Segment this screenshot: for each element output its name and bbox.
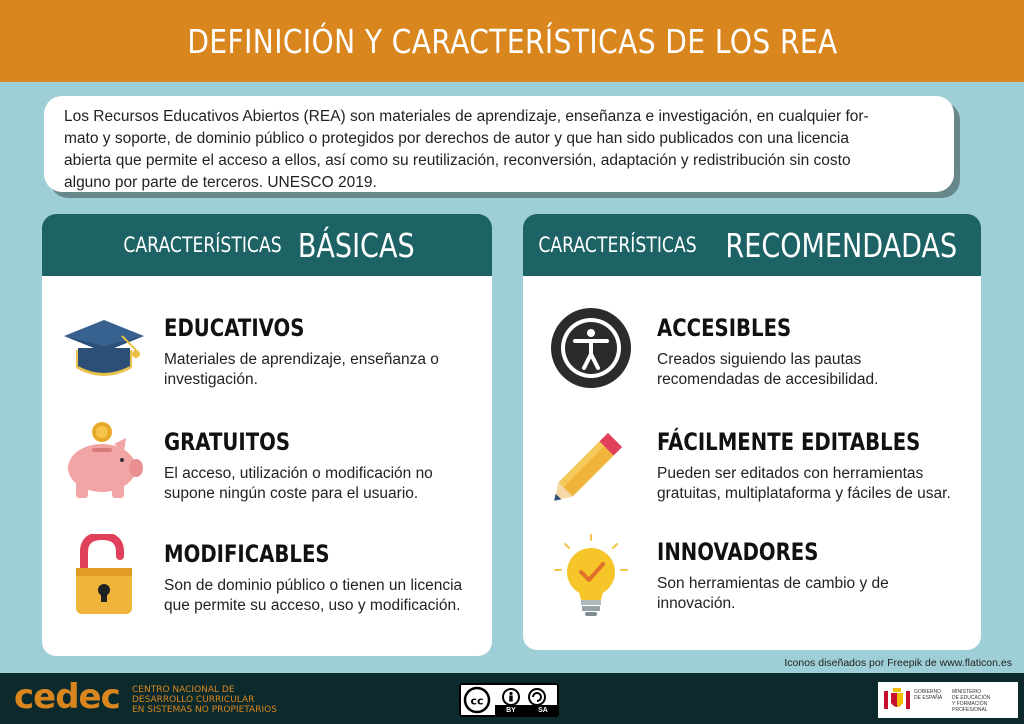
intro-line: Los Recursos Educativos Abiertos (REA) son materiales de aprendizaje, enseñanza e investigación, en cualquier for- bbox=[64, 108, 869, 125]
icon-credit: Iconos diseñados por Freepik de www.flaticon.es bbox=[784, 657, 1012, 669]
item-description bbox=[657, 574, 977, 614]
item-title: GRATUITOS bbox=[164, 428, 291, 456]
svg-text:cc: cc bbox=[470, 694, 484, 708]
basic-characteristics-card bbox=[42, 214, 492, 656]
item-description bbox=[657, 464, 981, 504]
spain-coat-of-arms-icon bbox=[882, 685, 912, 715]
intro-line: abierta que permite el acceso a ellos, así como su reutilización, reconversión, adaptación y redistribución sin costo bbox=[64, 152, 851, 169]
ministry-label bbox=[952, 689, 1018, 713]
item-description-line: investigación. bbox=[164, 371, 258, 388]
ministry-label-line: MINISTERIO bbox=[952, 689, 982, 695]
cc-license-label bbox=[495, 705, 559, 715]
cedec-subtitle-line: EN SISTEMAS NO PROPIETARIOS bbox=[132, 705, 277, 715]
cedec-subtitle bbox=[132, 685, 277, 715]
recommended-characteristics-card bbox=[523, 214, 981, 650]
intro-line: alguno por parte de terceros. UNESCO 2019. bbox=[64, 174, 377, 191]
creative-commons-badge bbox=[459, 683, 559, 717]
item-description-line: que permite su acceso, uso y modificación. bbox=[164, 597, 461, 614]
item-description bbox=[164, 464, 484, 504]
item-title: EDUCATIVOS bbox=[164, 314, 305, 342]
intro-line: mato y soporte, de dominio público o protegidos por derechos de autor y que han sido publicados con una licencia bbox=[64, 130, 849, 147]
gov-label-line: GOBIERNO bbox=[914, 689, 941, 695]
item-description-line: Creados siguiendo las pautas bbox=[657, 351, 862, 368]
item-accesibles bbox=[549, 306, 969, 396]
item-title: ACCESIBLES bbox=[657, 314, 792, 342]
item-facilmente-editables bbox=[549, 422, 969, 512]
recommended-card-header bbox=[523, 214, 981, 276]
item-description bbox=[164, 576, 492, 616]
gov-label-line: DE ESPAÑA bbox=[914, 695, 943, 701]
item-title: MODIFICABLES bbox=[164, 540, 330, 568]
item-description-line: gratuitas, multiplataforma y fáciles de usar. bbox=[657, 485, 951, 502]
ministry-label-line: Y FORMACIÓN PROFESIONAL bbox=[952, 701, 988, 713]
cc-by-label: BY bbox=[506, 706, 516, 714]
pencil-icon bbox=[549, 422, 633, 506]
gov-label bbox=[914, 689, 942, 701]
item-educativos bbox=[62, 310, 482, 400]
cedec-logo: cedec bbox=[14, 677, 120, 717]
open-padlock-icon bbox=[62, 534, 146, 618]
item-innovadores bbox=[549, 534, 969, 624]
item-description bbox=[164, 350, 484, 390]
item-description-line: Pueden ser editados con herramientas bbox=[657, 465, 924, 482]
item-modificables bbox=[62, 532, 482, 622]
item-gratuitos bbox=[62, 422, 482, 512]
item-description-line: recomendadas de accesibilidad. bbox=[657, 371, 879, 388]
cedec-subtitle-line: DESARROLLO CURRICULAR bbox=[132, 695, 255, 705]
lightbulb-icon bbox=[549, 534, 633, 618]
basic-card-header bbox=[42, 214, 492, 276]
government-logo bbox=[878, 682, 1018, 718]
ministry-label-line: DE EDUCACIÓN bbox=[952, 695, 991, 701]
accessibility-icon bbox=[549, 306, 633, 390]
item-description-line: El acceso, utilización o modificación no bbox=[164, 465, 433, 482]
item-description-line: Son de dominio público o tienen un licencia bbox=[164, 577, 463, 594]
item-title: FÁCILMENTE EDITABLES bbox=[657, 428, 921, 456]
graduation-cap-icon bbox=[62, 310, 146, 394]
item-title: INNOVADORES bbox=[657, 538, 819, 566]
item-description-line: innovación. bbox=[657, 595, 736, 612]
recommended-heading-small: CARACTERÍSTICAS bbox=[538, 233, 697, 257]
item-description-line: supone ningún coste para el usuario. bbox=[164, 485, 419, 502]
cedec-subtitle-line: CENTRO NACIONAL DE bbox=[132, 685, 235, 695]
basic-heading-big: BÁSICAS bbox=[298, 225, 415, 265]
cc-sa-label: SA bbox=[538, 706, 548, 714]
title-banner bbox=[0, 0, 1024, 82]
page-title: DEFINICIÓN Y CARACTERÍSTICAS DE LOS REA bbox=[186, 21, 838, 61]
item-description-line: Materiales de aprendizaje, enseñanza o bbox=[164, 351, 439, 368]
basic-heading-small: CARACTERÍSTICAS bbox=[123, 233, 282, 257]
recommended-heading-big: RECOMENDADAS bbox=[725, 225, 958, 265]
item-description bbox=[657, 350, 977, 390]
intro-box bbox=[44, 96, 954, 192]
piggy-bank-icon bbox=[62, 422, 146, 506]
item-description-line: Son herramientas de cambio y de bbox=[657, 575, 889, 592]
footer bbox=[0, 673, 1024, 724]
